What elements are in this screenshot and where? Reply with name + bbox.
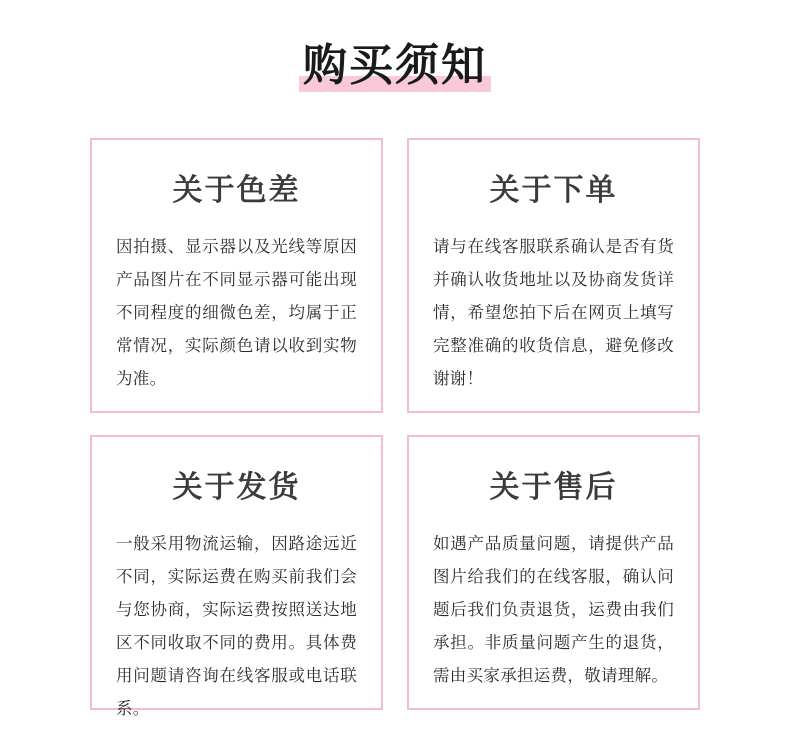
page-title — [299, 41, 491, 90]
card-body: 因拍摄、显示器以及光线等原因产品图片在不同显示器可能出现不同程度的细微色差，均属于正常情况，实际颜色请以收到实物为准。 — [116, 238, 357, 388]
card-body: 如遇产品质量问题，请提供产品图片给我们的在线客服，确认问题后我们负责退货，运费由我们承担。非质量问题产生的退货，需由买家承担运费，敬请理解。 — [433, 535, 674, 685]
page-title-container — [0, 0, 790, 90]
page-title-text: 购买须知 — [303, 41, 487, 90]
notice-card-ordering — [407, 138, 700, 413]
notice-card-color-difference — [90, 138, 383, 413]
card-body: 一般采用物流运输，因路途远近不同，实际运费在购买前我们会与您协商，实际运费按照送达地区不同收取不同的费用。具体费用问题请咨询在线客服或电话联系。 — [116, 535, 357, 718]
card-title: 关于发货 — [172, 471, 301, 504]
notice-card-grid — [90, 138, 700, 718]
card-title: 关于下单 — [489, 174, 618, 207]
notice-card-after-sales — [407, 435, 700, 710]
notice-card-shipping — [90, 435, 383, 718]
card-title: 关于售后 — [489, 471, 618, 504]
card-body: 请与在线客服联系确认是否有货并确认收货地址以及协商发货详情，希望您拍下后在网页上填写完整准确的收货信息，避免修改谢谢！ — [433, 238, 674, 388]
card-title: 关于色差 — [172, 174, 301, 207]
